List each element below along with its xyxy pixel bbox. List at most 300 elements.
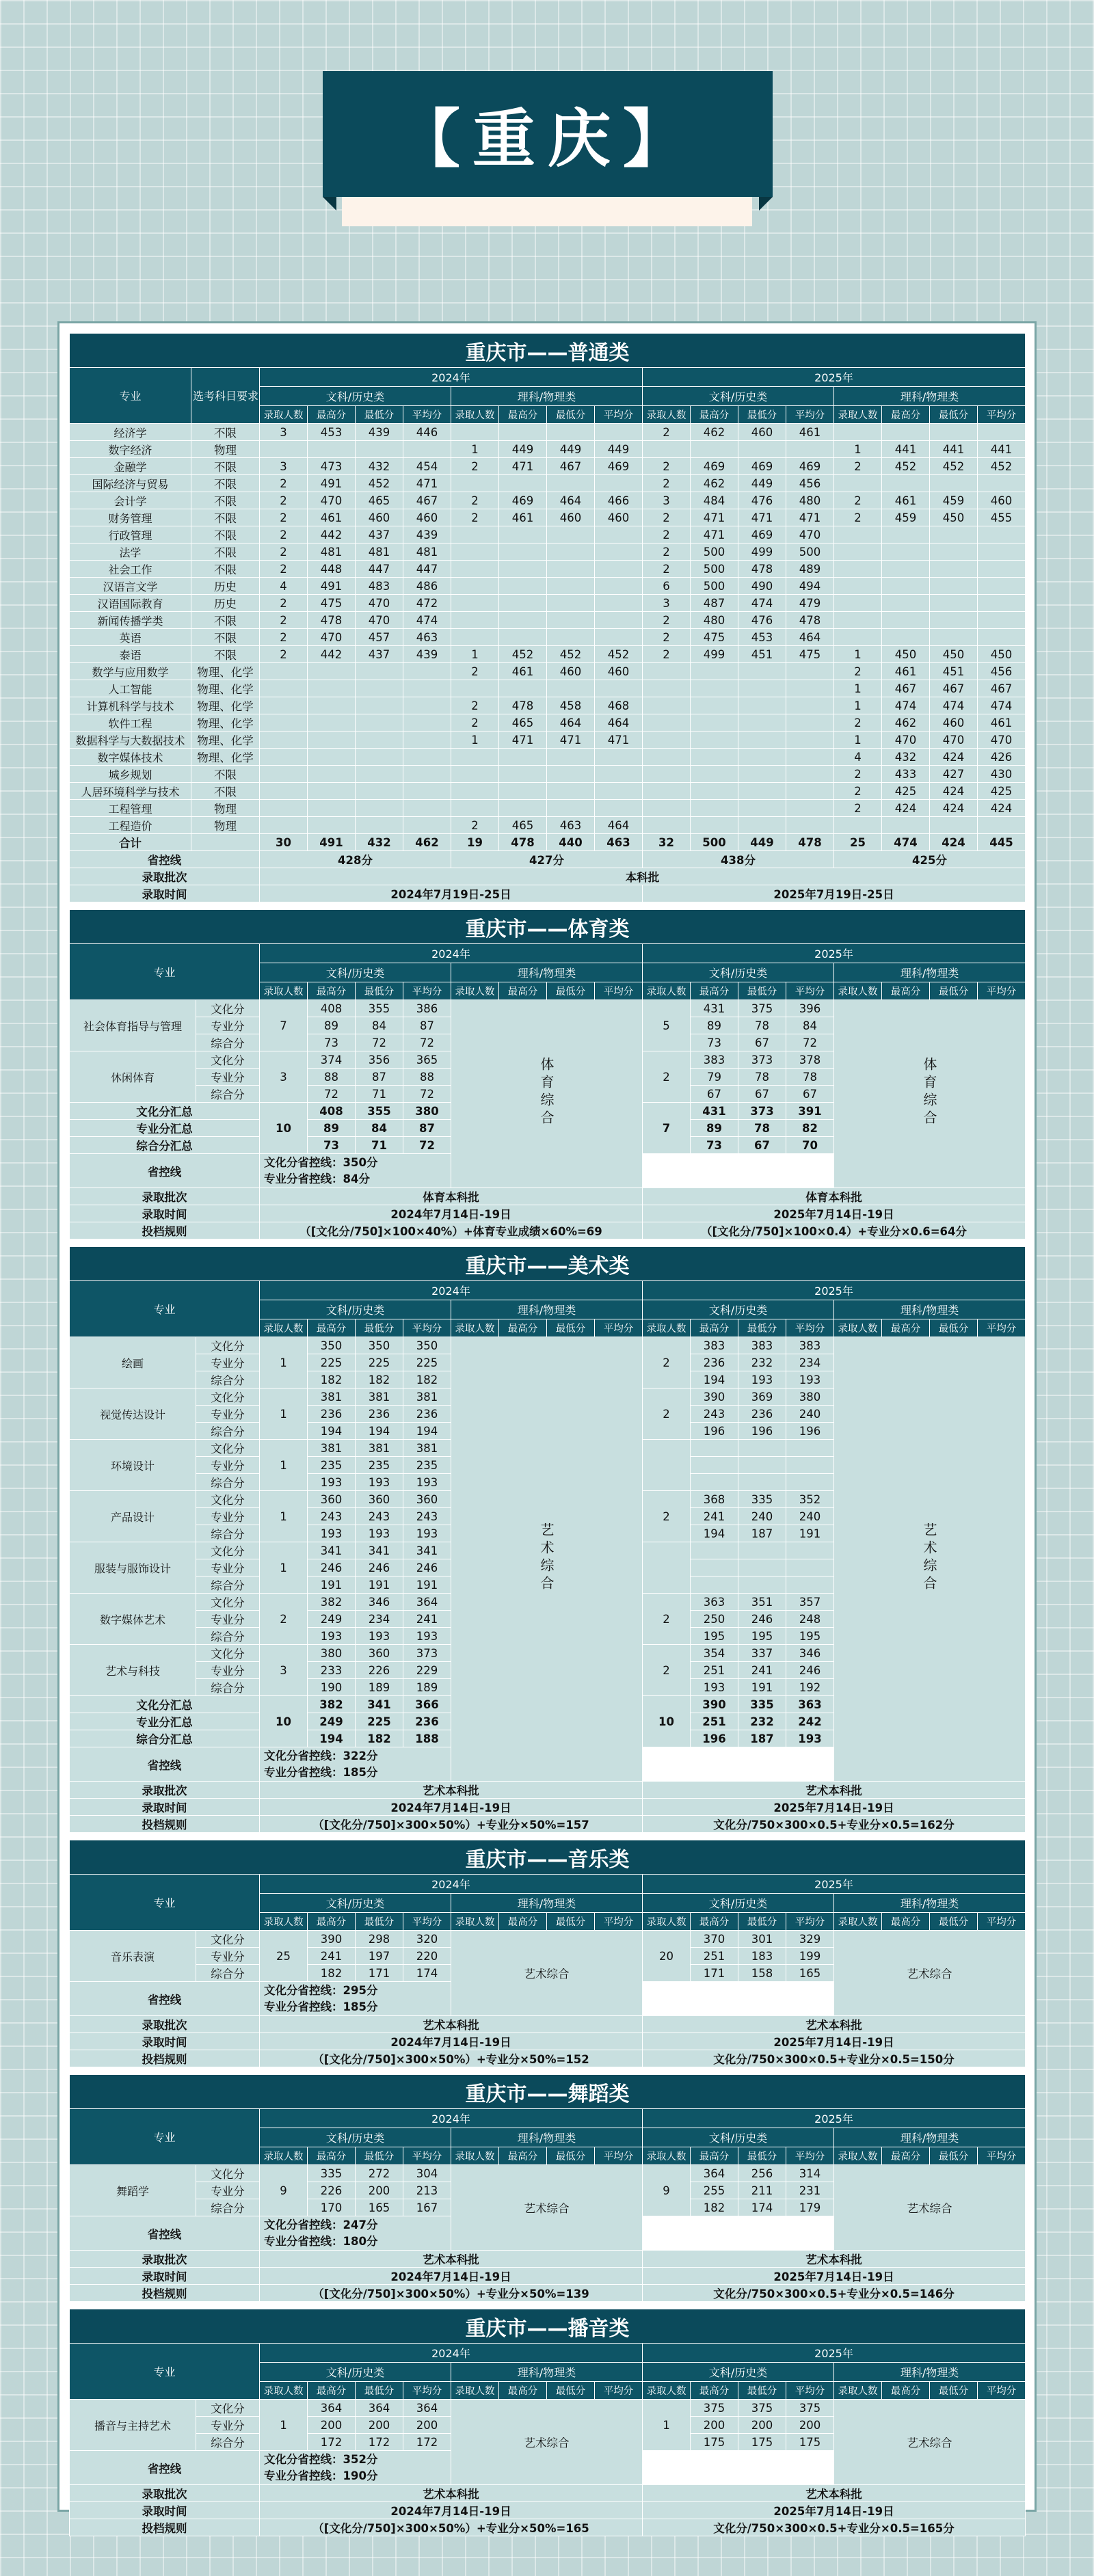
column-header: 平均分 [978,2147,1026,2165]
score-cell: 365 [403,1051,451,1069]
score-cell: 356 [356,1051,403,1069]
score-cell [595,766,643,783]
score-cell: 2 [643,526,691,544]
score-cell: 241 [403,1611,451,1628]
batch-2024: 艺术本科批 [260,2251,643,2268]
score-cell [547,766,595,783]
score-cell: 73 [308,1034,356,1051]
time-2024: 2024年7月14日-19日 [260,1799,643,1816]
score-cell: 87 [403,1017,451,1034]
major-name: 经济学 [70,424,191,441]
score-cell: 246 [786,1662,834,1679]
table-row [70,595,1026,612]
score-cell [691,800,738,817]
control-row [70,851,1026,868]
score-cell [356,766,403,783]
summary-cell: 71 [356,1137,403,1154]
score-cell: 211 [738,2182,786,2199]
score-type: 综合分 [196,1577,260,1594]
score-cell [882,595,930,612]
score-cell: 432 [882,749,930,766]
score-cell: 255 [691,2182,738,2199]
score-cell [930,475,978,492]
score-cell: 484 [691,492,738,509]
score-cell [738,680,786,697]
score-cell [834,578,882,595]
score-cell: 1 [451,441,499,458]
column-header: 录取人数 [834,1913,882,1931]
score-cell [547,629,595,646]
batch-value: 本科批 [260,868,1026,885]
score-cell: 474 [738,595,786,612]
score-cell [786,817,834,834]
total-cell: 462 [403,834,451,851]
summary-cell: 408 [308,1103,356,1120]
summary-cell: 431 [691,1103,738,1120]
major-name: 人工智能 [70,680,191,697]
table-row [70,1337,1026,1354]
control-label: 省控线 [70,851,260,868]
column-header: 最低分 [547,406,595,424]
score-cell [547,680,595,697]
score-cell [499,629,547,646]
summary-count: 7 [643,1103,691,1154]
score-cell: 424 [978,800,1026,817]
rule-2024: （[文化分/750]×300×50%）+专业分×50%=152 [260,2050,643,2067]
major-name: 产品设计 [70,1491,196,1542]
score-cell: 67 [786,1086,834,1103]
score-cell: 491 [308,475,356,492]
score-cell [691,1457,738,1474]
score-cell: 489 [786,561,834,578]
score-cell: 2 [451,492,499,509]
score-cell: 454 [403,458,451,475]
score-cell: 452 [930,458,978,475]
score-cell [451,595,499,612]
batch-row [70,1782,1026,1799]
total-cell: 25 [834,834,882,851]
score-cell: 467 [978,680,1026,697]
admit-count: 3 [260,1051,308,1103]
total-cell: 440 [547,834,595,851]
score-cell [786,714,834,732]
score-cell: 200 [691,2417,738,2434]
score-cell: 172 [356,2434,403,2451]
score-cell: 2 [260,526,308,544]
score-cell [451,783,499,800]
score-cell: 248 [786,1611,834,1628]
score-cell: 396 [786,1000,834,1017]
score-cell [403,732,451,749]
score-cell: 475 [691,629,738,646]
score-cell: 167 [403,2199,451,2216]
summary-cell: 382 [308,1696,356,1713]
score-cell [738,663,786,680]
batch-2024: 艺术本科批 [260,2485,643,2502]
score-cell [786,680,834,697]
control-line: 文化分省控线：295分 [264,1983,378,1997]
score-cell: 193 [403,1628,451,1645]
score-cell: 461 [882,492,930,509]
score-cell: 473 [308,458,356,475]
score-cell [738,783,786,800]
score-cell: 382 [308,1594,356,1611]
li-merged-note [451,2165,643,2251]
summary-cell: 251 [691,1713,738,1730]
score-cell: 195 [691,1628,738,1645]
score-cell [978,475,1026,492]
score-cell [260,749,308,766]
score-cell: 193 [308,1525,356,1542]
li-header: 理科/物理类 [451,2128,643,2147]
score-cell [595,749,643,766]
li-merged-note [451,2400,643,2485]
score-cell: 89 [308,1017,356,1034]
time-label: 录取时间 [70,2268,260,2285]
score-cell [499,766,547,783]
score-cell: 425 [882,783,930,800]
year-2024-header: 2024年 [260,944,643,963]
summary-cell: 84 [356,1120,403,1137]
score-type: 专业分 [196,1611,260,1628]
major-header: 专业 [70,2344,260,2400]
score-cell [356,732,403,749]
score-cell [786,1577,834,1594]
score-type: 综合分 [196,1086,260,1103]
summary-cell: 196 [691,1730,738,1747]
control-value: 438分 [643,851,834,868]
total-cell: 474 [882,834,930,851]
score-cell: 4 [834,749,882,766]
score-cell: 231 [786,2182,834,2199]
score-cell: 442 [308,526,356,544]
score-cell: 464 [547,714,595,732]
time-label: 录取时间 [70,1205,260,1222]
score-cell [691,697,738,714]
score-cell [260,663,308,680]
major-name: 国际经济与贸易 [70,475,191,492]
banner-fold-left [323,197,336,211]
score-cell: 350 [403,1337,451,1354]
score-cell [834,526,882,544]
score-cell [882,612,930,629]
major-name: 汉语国际教育 [70,595,191,612]
column-header: 平均分 [403,2382,451,2400]
score-cell: 470 [882,732,930,749]
score-cell: 466 [595,492,643,509]
score-cell [978,424,1026,441]
summary-cell: 67 [738,1137,786,1154]
general-table [69,333,1026,902]
score-cell: 500 [691,561,738,578]
column-header: 平均分 [978,406,1026,424]
wen-header: 文科/历史类 [643,1300,834,1319]
score-cell: 464 [547,492,595,509]
score-cell: 499 [738,544,786,561]
score-cell: 1 [834,441,882,458]
major-name: 人居环境科学与技术 [70,783,191,800]
control-value: 425分 [834,851,1026,868]
score-cell: 470 [308,492,356,509]
major-name: 社会体育指导与管理 [70,1000,196,1051]
batch-label: 录取批次 [70,868,260,885]
score-cell: 1 [834,680,882,697]
score-cell: 314 [786,2165,834,2182]
column-header: 录取人数 [451,1319,499,1337]
summary-cell: 249 [308,1713,356,1730]
column-header: 最高分 [499,2147,547,2165]
subject-requirement: 历史 [191,595,260,612]
score-cell [691,663,738,680]
column-header: 平均分 [595,982,643,1000]
control-line: 文化分省控线：350分 [264,1155,378,1169]
column-header: 最低分 [930,1913,978,1931]
subject-requirement: 物理 [191,817,260,834]
score-cell: 246 [356,1559,403,1577]
li-note-text: 艺术综合 [907,2437,952,2450]
score-cell: 301 [738,1931,786,1948]
score-cell: 3 [260,424,308,441]
score-type: 专业分 [196,1069,260,1086]
score-cell: 381 [308,1440,356,1457]
score-cell [738,1542,786,1559]
score-type: 综合分 [196,1965,260,1982]
score-cell [403,441,451,458]
score-cell: 2 [834,663,882,680]
summary-count: 10 [260,1103,308,1154]
score-cell [403,766,451,783]
column-header: 最低分 [547,1913,595,1931]
score-cell: 374 [308,1051,356,1069]
batch-row [70,1188,1026,1205]
score-cell: 462 [691,424,738,441]
score-cell [499,800,547,817]
score-cell: 2 [834,492,882,509]
table-row [70,612,1026,629]
admit-count: 9 [260,2165,308,2216]
score-cell [260,680,308,697]
column-header: 最低分 [738,982,786,1000]
score-cell [547,783,595,800]
admit-count: 1 [260,2400,308,2451]
summary-cell: 188 [403,1730,451,1747]
admit-count: 3 [260,1645,308,1696]
score-cell: 72 [403,1034,451,1051]
score-cell: 229 [403,1662,451,1679]
score-cell: 246 [308,1559,356,1577]
score-cell: 346 [786,1645,834,1662]
major-name: 金融学 [70,458,191,475]
score-cell: 241 [738,1662,786,1679]
control-line: 专业分省控线：185分 [264,1765,378,1779]
score-cell: 272 [356,2165,403,2182]
admit-count: 2 [260,1594,308,1645]
score-cell [403,714,451,732]
summary-cell: 72 [403,1137,451,1154]
total-cell: 432 [356,834,403,851]
column-header: 最高分 [882,406,930,424]
score-cell: 451 [738,646,786,663]
score-cell: 350 [356,1337,403,1354]
score-cell: 2 [260,595,308,612]
score-cell: 2 [260,475,308,492]
score-cell: 442 [308,646,356,663]
score-cell: 2 [643,458,691,475]
score-cell: 432 [356,458,403,475]
score-cell: 226 [308,2182,356,2199]
batch-row [70,2485,1026,2502]
score-cell: 350 [308,1337,356,1354]
column-header: 录取人数 [834,2382,882,2400]
li-note-text: 艺术综合 [524,1968,570,1981]
score-cell: 71 [356,1086,403,1103]
score-cell: 433 [882,766,930,783]
time-2024: 2024年7月14日-19日 [260,2268,643,2285]
score-cell: 375 [691,2400,738,2417]
summary-cell: 355 [356,1103,403,1120]
score-cell: 236 [308,1406,356,1423]
admit-count: 20 [643,1931,691,1982]
score-cell: 471 [499,732,547,749]
table-row [70,578,1026,595]
score-cell [738,714,786,732]
score-cell: 431 [691,1000,738,1017]
major-name: 财务管理 [70,509,191,526]
li-note-text: 体育综合 [921,1057,938,1128]
summary-label: 综合分汇总 [70,1730,260,1747]
column-header: 录取人数 [451,406,499,424]
score-cell [882,424,930,441]
table-row [70,1000,1026,1017]
score-cell: 183 [738,1948,786,1965]
score-cell: 352 [786,1491,834,1508]
column-header: 最高分 [499,2382,547,2400]
score-type: 文化分 [196,2400,260,2417]
score-cell: 67 [738,1086,786,1103]
batch-label: 录取批次 [70,1188,260,1205]
control-value: 427分 [451,851,643,868]
score-cell [451,749,499,766]
score-cell [547,424,595,441]
score-cell: 424 [882,800,930,817]
rule-2025: （[文化分/750]×100×0.4）+专业分×0.6=64分 [643,1222,1026,1239]
total-cell: 463 [595,834,643,851]
score-type: 专业分 [196,1559,260,1577]
score-cell: 373 [738,1051,786,1069]
score-cell: 165 [786,1965,834,1982]
subject-requirement: 不限 [191,646,260,663]
score-cell: 2 [260,646,308,663]
score-type: 专业分 [196,2182,260,2199]
score-cell [930,561,978,578]
score-cell: 460 [356,509,403,526]
score-cell: 225 [403,1354,451,1371]
score-cell: 441 [978,441,1026,458]
score-cell: 469 [786,458,834,475]
total-cell: 478 [786,834,834,851]
score-cell [834,561,882,578]
score-cell [308,732,356,749]
score-cell [499,544,547,561]
score-cell: 364 [691,2165,738,2182]
total-cell: 491 [308,834,356,851]
score-cell: 449 [499,441,547,458]
section-gap [69,902,1025,909]
batch-2024: 艺术本科批 [260,2016,643,2033]
score-cell: 471 [786,509,834,526]
score-cell: 461 [786,424,834,441]
score-cell [451,561,499,578]
column-header: 最高分 [308,982,356,1000]
column-header: 录取人数 [643,406,691,424]
time-2025: 2025年7月14日-19日 [643,1799,1026,1816]
total-cell: 合计 [70,834,191,851]
score-cell: 193 [308,1628,356,1645]
li-merged-note [834,2400,1026,2485]
score-cell: 165 [356,2199,403,2216]
summary-cell: 78 [738,1120,786,1137]
admission-sheet [69,333,1025,2536]
column-header: 录取人数 [643,2382,691,2400]
time-2025: 2025年7月19日-25日 [643,885,1026,902]
subject-requirement: 不限 [191,492,260,509]
wen-header: 文科/历史类 [643,2363,834,2382]
score-cell: 487 [691,595,738,612]
time-row [70,1205,1026,1222]
score-cell: 191 [786,1525,834,1542]
column-header: 最低分 [738,406,786,424]
score-cell: 2 [260,509,308,526]
score-cell: 383 [738,1337,786,1354]
score-cell [451,612,499,629]
control-label: 省控线 [70,1747,260,1782]
score-cell [882,475,930,492]
score-cell [499,612,547,629]
score-cell: 249 [308,1611,356,1628]
score-cell: 470 [356,595,403,612]
score-cell [738,1577,786,1594]
score-cell [834,475,882,492]
admit-count: 1 [260,1542,308,1594]
score-cell: 354 [691,1645,738,1662]
score-cell [643,732,691,749]
column-header: 最高分 [691,406,738,424]
score-cell: 78 [738,1069,786,1086]
score-cell: 461 [978,714,1026,732]
score-cell: 474 [978,697,1026,714]
score-cell [547,475,595,492]
wen-header: 文科/历史类 [260,2363,451,2382]
time-label: 录取时间 [70,1799,260,1816]
column-header: 最高分 [499,1913,547,1931]
score-cell: 364 [308,2400,356,2417]
subject-requirement: 不限 [191,766,260,783]
broadcast-table [69,2309,1026,2536]
subject-requirement: 不限 [191,424,260,441]
score-cell: 447 [356,561,403,578]
major-name: 社会工作 [70,561,191,578]
score-cell [786,1559,834,1577]
column-header: 平均分 [978,1319,1026,1337]
column-header: 最低分 [356,2382,403,2400]
score-cell [643,441,691,458]
score-cell: 480 [786,492,834,509]
score-cell [691,1577,738,1594]
score-cell [499,749,547,766]
score-cell: 193 [786,1371,834,1388]
summary-cell: 390 [691,1696,738,1713]
score-cell: 187 [738,1525,786,1542]
